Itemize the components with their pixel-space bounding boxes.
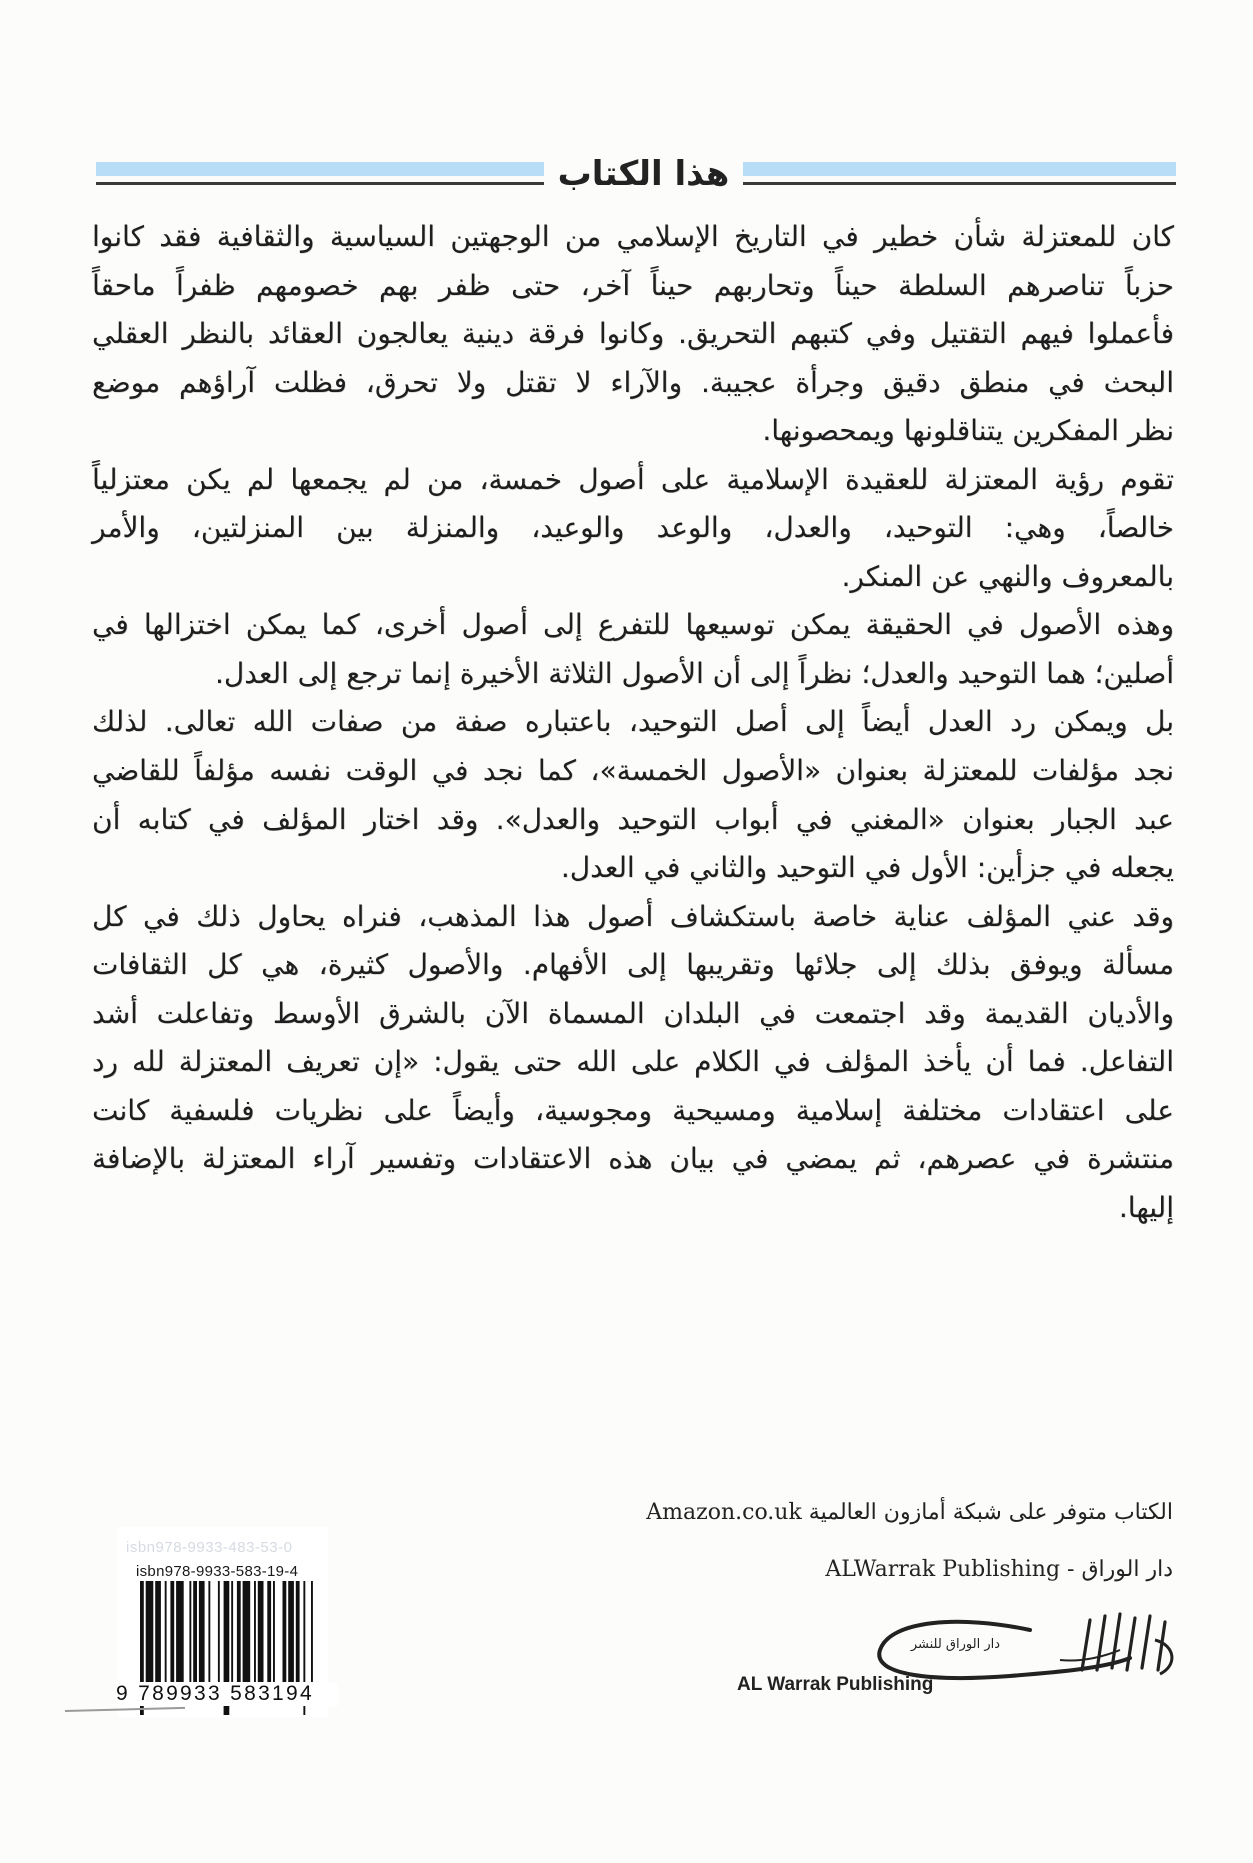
isbn-label: isbn978-9933-583-19-4 bbox=[136, 1563, 299, 1580]
text-line: بل ويمكن رد العدل أيضاً إلى أصل التوحيد، باعتباره صفة من صفات الله تعالى. لذلك bbox=[92, 705, 1174, 739]
text-line: نجد مؤلفات للمعتزلة بعنوان «الأصول الخمسة»، كما نجد في الوقت نفسه مؤلفاً للقاضي bbox=[92, 754, 1174, 788]
text-line: والأديان القديمة وقد اجتمعت في البلدان المسماة الآن بالشرق الأوسط وتفاعلت أشد bbox=[92, 996, 1174, 1030]
header-rule-right bbox=[743, 162, 1176, 186]
text-line: يجعله في جزأين: الأول في التوحيد والثاني في العدل. bbox=[560, 851, 1174, 885]
text-line: حزباً تناصرهم السلطة حيناً وتحاربهم حيناً آخر، حتى ظفر بهم خصومهم ظفراً ماحقاً bbox=[92, 268, 1174, 302]
barcode-digits: 9 789933 583194 bbox=[116, 1682, 338, 1706]
text-line: عبد الجبار بعنوان «المغني في أبواب التوحيد والعدل». وقد اختار المؤلف في كتابه أن bbox=[92, 802, 1174, 836]
text-line: نظر المفكرين يتناقلونها ويمحصونها. bbox=[762, 414, 1174, 448]
section-title: هذا الكتاب bbox=[557, 154, 730, 194]
text-line: وهذه الأصول في الحقيقة يمكن توسيعها للتفرع إلى أصول أخرى، كما يمكن اختزالها في bbox=[92, 608, 1174, 642]
text-line: تقوم رؤية المعتزلة للعقيدة الإسلامية على أصول خمسة، من لم يجمعها لم يكن معتزلياً bbox=[92, 462, 1174, 496]
header-rule-left bbox=[96, 162, 544, 186]
text-line: على اعتقادات مختلفة إسلامية ومسيحية ومجوسية، وأيضاً على نظريات فلسفية كانت bbox=[92, 1093, 1174, 1127]
header-rule-left-dark bbox=[96, 182, 544, 185]
text-line: خالصاً، وهي: التوحيد، والعدل، والوعد والوعيد، والمنزلة بين المنزلتين، والأمر bbox=[92, 511, 1174, 545]
barcode-ghost-label: isbn978-9933-483-53-0 bbox=[126, 1539, 293, 1556]
text-line: كان للمعتزلة شأن خطير في التاريخ الإسلامي من الوجهتين السياسية والثقافية فقد كانوا bbox=[92, 220, 1174, 253]
text-line: بالمعروف والنهي عن المنكر. bbox=[841, 559, 1174, 593]
text-line: وقد عني المؤلف عناية خاصة باستكشاف أصول هذا المذهب، فنراه يحاول ذلك في كل bbox=[92, 899, 1174, 933]
text-line: أصلين؛ هما التوحيد والعدل؛ نظراً إلى أن الأصول الثلاثة الأخيرة إنما ترجع إلى العدل. bbox=[215, 656, 1174, 690]
availability-note: الكتاب متوفر على شبكة أمازون العالمية Amazon.co.uk bbox=[646, 1500, 1173, 1525]
text-line: التفاعل. فما أن يأخذ المؤلف في الكلام على الله حتى يقول: «إن تعريف المعتزلة لله رد bbox=[92, 1045, 1174, 1079]
text-line: مسألة ويوفق بذلك إلى جلائها وتقريبها إلى الأفهام. والأصول كثيرة، هي كل الثقافات bbox=[92, 948, 1174, 982]
text-line: البحث في منطق دقيق وجرأة عجيبة. والآراء لا تقتل ولا تحرق، فظلت آراؤهم موضع bbox=[92, 365, 1174, 399]
publisher-name: دار الوراق - ALWarrak Publishing bbox=[825, 1557, 1173, 1582]
text-line: منتشرة في عصرهم، ثم يمضي في بيان هذه الاعتقادات وتفسير آراء المعتزلة بالإضافة bbox=[92, 1142, 1174, 1176]
header-rule-right-blue bbox=[743, 162, 1176, 176]
header-rule-right-dark bbox=[743, 182, 1176, 185]
logo-calligraphy: دار الوراق للنشر bbox=[910, 1637, 1000, 1652]
section-header bbox=[96, 150, 1176, 200]
description-text bbox=[92, 213, 1174, 1232]
header-rule-left-blue bbox=[96, 162, 544, 176]
text-line: فأعملوا فيهم التقتيل وفي كتبهم التحريق. وكانوا فرقة دينية يعالجون العقائد بالنظر العقلي bbox=[92, 317, 1174, 351]
publisher-logo-caption: AL Warrak Publishing bbox=[737, 1674, 934, 1695]
text-line: إليها. bbox=[1118, 1190, 1174, 1224]
